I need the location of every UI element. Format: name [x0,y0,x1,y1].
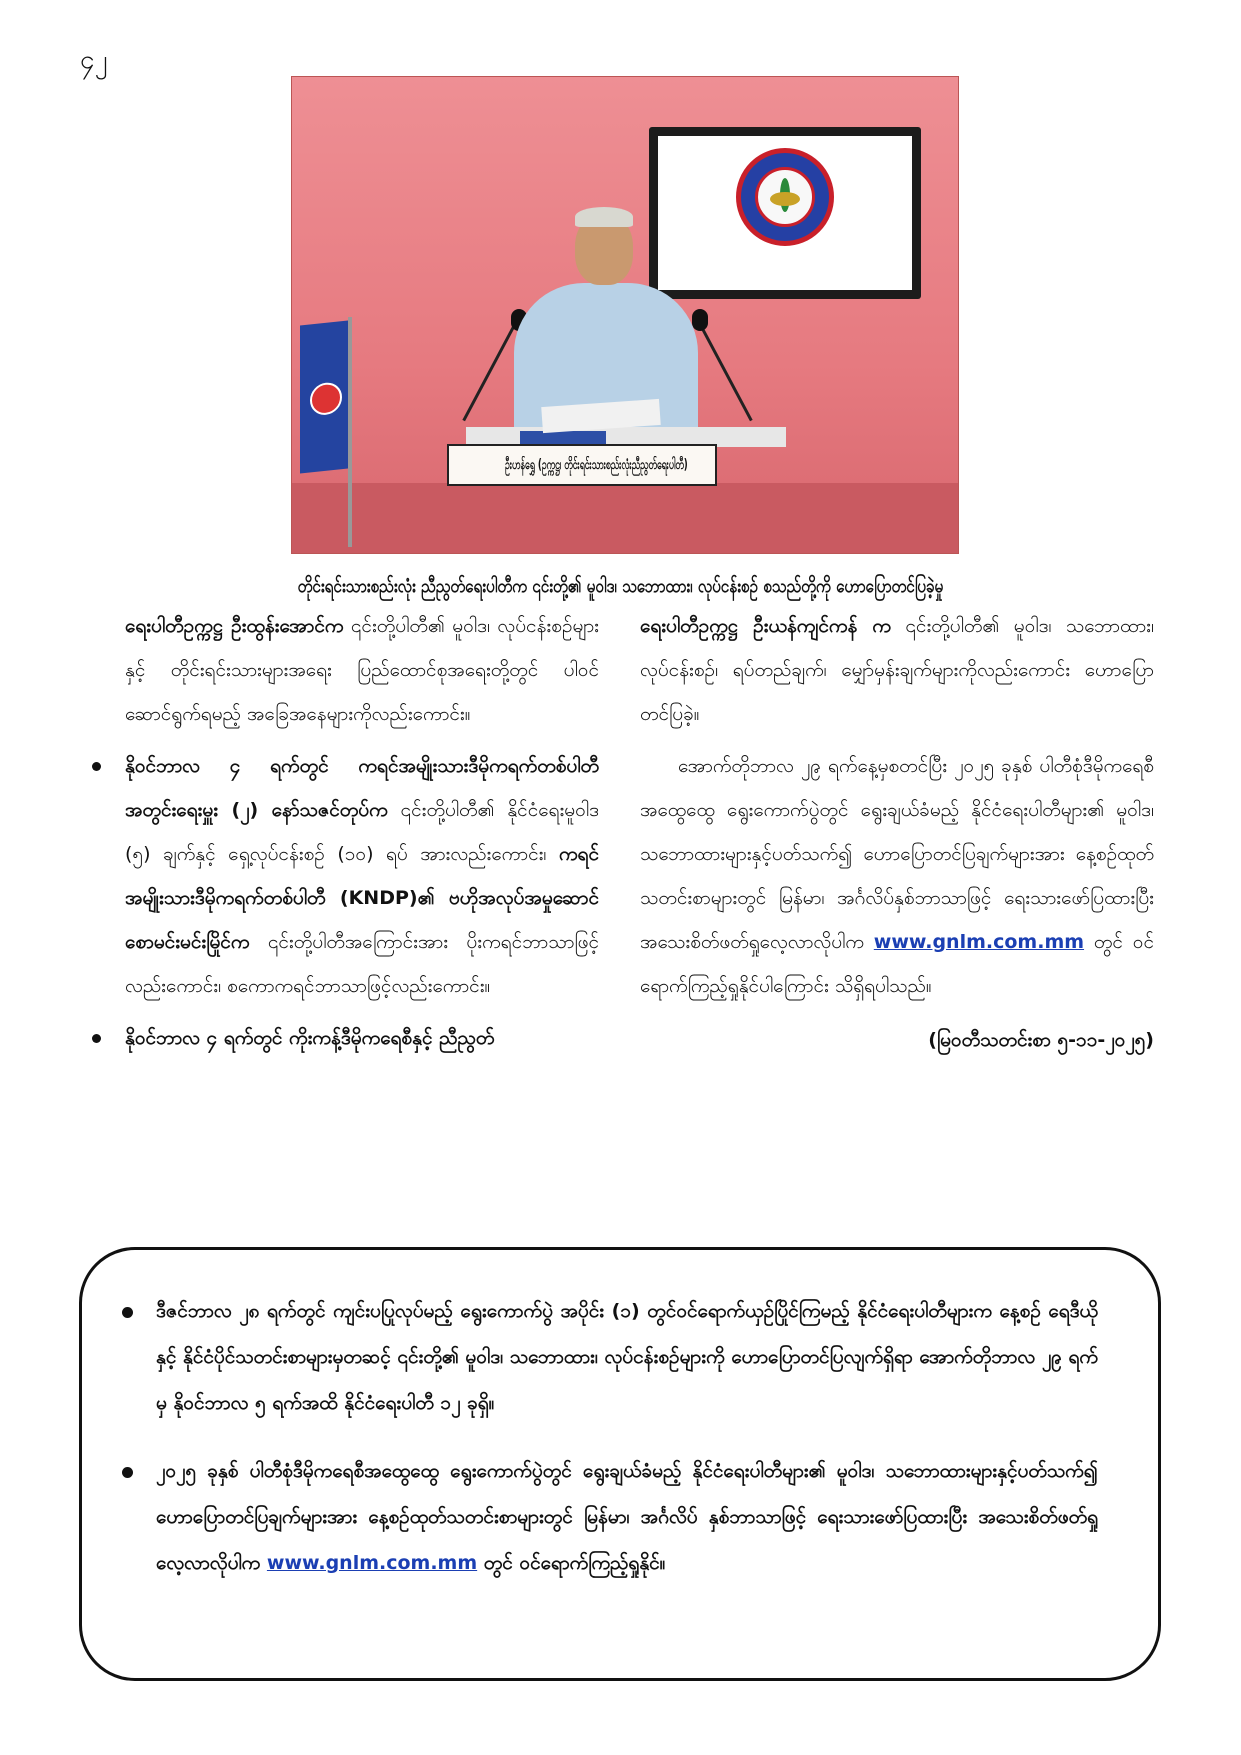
right-paragraph-1 [640,604,1154,736]
microphone-icon [692,309,708,331]
list-item [125,1016,599,1060]
speaker-hair [575,207,633,227]
bullet1-text2: ၎င်းတို့ပါတီအကြောင်းအား ပိုးကရင်ဘာသာဖြင့်လည်းကောင်း၊ စကောကရင်ဘာသာဖြင့်လည်းကောင်း။ [125,931,599,997]
party-logo-icon [736,148,834,246]
left-intro-paragraph [125,604,599,736]
list-item [156,1288,1098,1426]
studio-floor [292,483,958,553]
summary-box [79,1247,1161,1681]
right-para2-text: အောက်တိုဘာလ ၂၉ ရက်နေ့မှစတင်ပြီး ၂၀၂၅ ခုနှစ် ပါတီစုံဒီမိုကရေစီအထွေထွေ ရွေးကောက်ပွဲတွင် ရွေးချယ်ခံမည့် နိုင်ငံရေးပါတီများ၏ မူဝါဒ၊ သဘောထားများနှင့်ပတ်သက်၍ ဟောပြောတင်ပြချက်များအား နေ့စဉ်ထုတ်သတင်းစာများတွင် မြန်မာ၊ အင်္ဂလိပ်နှစ်ဘာသာဖြင့် ရေးသားဖော်ပြထားပြီး အသေးစိတ်ဖတ်ရှုလေ့လာလိုပါက [640,755,1154,953]
summary-item-2-text: ၂၀၂၅ ခုနှစ် ပါတီစုံဒီမိုကရေစီအထွေထွေ ရွေးကောက်ပွဲတွင် ရွေးချယ်ခံမည့် နိုင်ငံရေးပါတီများ၏ မူဝါဒ၊ သဘောထားများနှင့်ပတ်သက်၍ ဟောပြောတင်ပြချက်များအား နေ့စဉ်ထုတ်သတင်းစာများတွင် မြန်မာ၊ အင်္ဂလိပ် နှစ်ဘာသာဖြင့် ရေးသားဖော်ပြထားပြီး အသေးစိတ်ဖတ်ရှုလေ့လာလိုပါက [156,1460,1098,1574]
bullet1-text1: ၎င်းတို့ပါတီ၏ နိုင်ငံရေးမူဝါဒ (၅) ချက်နှင့် ရှေ့လုပ်ငန်းစဉ် (၁၀) ရပ် အားလည်းကောင်း၊ [125,799,599,865]
left-column [125,604,599,1068]
right-paragraph-2 [640,744,1154,1008]
microphone-stand-right [698,323,752,422]
summary-item-2-tail: တွင် ဝင်ရောက်ကြည့်ရှုနိုင်။ [477,1552,666,1574]
grain-icon [770,192,800,206]
source-citation: (မြဝတီသတင်းစာ ၅-၁၁-၂၀၂၅) [928,1029,1154,1051]
right-para2-tail: တွင် ဝင်ရောက်ကြည့်ရှုနိုင်ပါကြောင်း သိရှိရပါသည်။ [640,931,1154,997]
list-item [125,744,599,1008]
party-logo-center [755,167,815,227]
bullet1-bold2: ကရင်အမျိုးသားဒီမိုကရက်တစ်ပါတီ (KNDP)၏ ဗဟိုအလုပ်အမှုဆောင် စောမင်းမင်းမြိုင်က [125,843,599,953]
tv-display [658,136,912,290]
news-photo [291,76,959,554]
right-para1-bold: ရေးပါတီဥက္ကဋ္ဌ ဦးယန်ကျင်ကန် က [640,615,891,637]
desk-card [520,431,606,445]
tv-screen [649,127,921,299]
right-column [640,604,1154,1062]
left-intro-bold: ရေးပါတီဥက္ကဋ္ဌ ဦးထွန်းအောင်က [125,615,344,637]
right-para1-text: ၎င်းတို့ပါတီ၏ မူဝါဒ၊ သဘောထား၊ လုပ်ငန်းစဉ်၊ ရပ်တည်ချက်၊ မျှော်မှန်းချက်များကိုလည်းကောင်း ဟောပြောတင်ပြခဲ့။ [640,615,1154,725]
left-intro-text: ၎င်းတို့ပါတီ၏ မူဝါဒ၊ လုပ်ငန်းစဉ်များနှင့် တိုင်းရင်းသားများအရေး ပြည်ထောင်စုအရေးတို့တွင် ပါဝင်ဆောင်ရွက်ရမည့် အခြေအနေများကိုလည်းကောင်း။ [125,615,599,725]
microphone-stand-left [462,323,516,422]
flag-emblem-icon [310,381,342,416]
bullet2-bold: နိုဝင်ဘာလ ၄ ရက်တွင် ကိုးကန့်ဒီမိုကရေစီနှင့် ညီညွတ် [125,1027,495,1049]
photo-caption-text: ဦးဟန်ရွှေ (ဥက္ကဋ္ဌ၊ တိုင်းရင်းသားစည်းလုံးညီညွတ်ရေးပါတီ) [505,457,688,473]
photo-caption [447,444,717,486]
summary-list [156,1288,1098,1586]
bullet1-bold1: နိုဝင်ဘာလ ၄ ရက်တွင် ကရင်အမျိုးသားဒီမိုကရက်တစ်ပါတီ အတွင်းရေးမှူး (၂) နော်သဇင်တုပ်က [125,755,599,821]
gnlm-link[interactable]: www.gnlm.com.mm [873,931,1085,953]
figure-caption-text: တိုင်းရင်းသားစည်းလုံး ညီညွတ်ရေးပါတီက ၎င်းတို့၏ မူဝါဒ၊ သဘောထား၊ လုပ်ငန်းစဉ် စသည်တို့ကို ဟောပြောတင်ပြခဲ့မှု [297,575,944,597]
summary-gnlm-link[interactable]: www.gnlm.com.mm [266,1552,478,1574]
list-item [156,1448,1098,1586]
left-bullet-list [125,744,599,1060]
figure-caption [0,574,1241,598]
party-flag-icon [300,320,348,473]
page-number: ၄၂ [80,45,108,75]
summary-item-1: ဒီဇင်ဘာလ ၂၈ ရက်တွင် ကျင်းပပြုလုပ်မည့် ရွေးကောက်ပွဲ အပိုင်း (၁) တွင်ဝင်ရောက်ယှဉ်ပြိုင်ကြမည့် နိုင်ငံရေးပါတီများက နေ့စဉ် ရေဒီယိုနှင့် နိုင်ငံပိုင်သတင်းစာများမှတဆင့် ၎င်းတို့၏ မူဝါဒ၊ သဘောထား၊ လုပ်ငန်းစဉ်များကို ဟောပြောတင်ပြလျက်ရှိရာ အောက်တိုဘာလ ၂၉ ရက်မှ နိုဝင်ဘာလ ၅ ရက်အထိ နိုင်ငံရေးပါတီ ၁၂ ခုရှိ။ [156,1300,1098,1414]
flag-pole [348,317,352,547]
